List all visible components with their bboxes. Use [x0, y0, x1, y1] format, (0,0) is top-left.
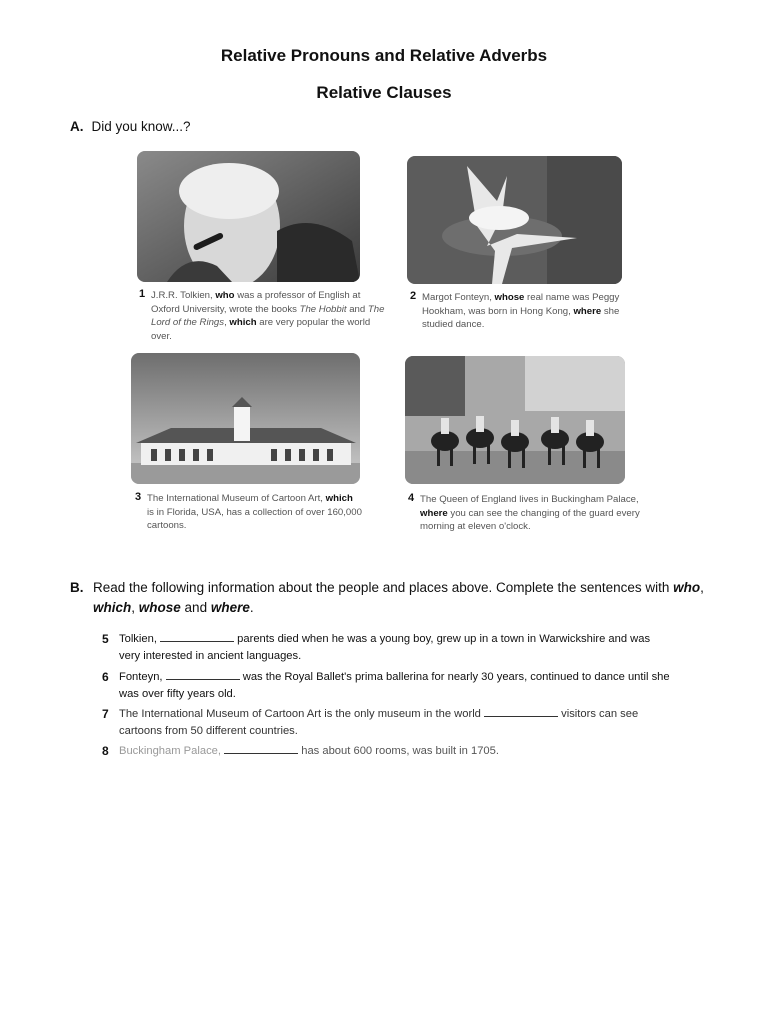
exercise-text-after: was the Royal Ballet's prima ballerina for nearly 30 years, continued to dance until she was over fifty years old.	[119, 671, 670, 700]
section-b-label: B.	[70, 580, 84, 595]
exercise-8	[104, 743, 674, 760]
section-b-instructions: Read the following information about the people and places above. Complete the sentences with who, which, whose and where.	[93, 580, 704, 615]
guards-photo	[405, 356, 625, 484]
answer-blank[interactable]	[160, 631, 234, 642]
caption-number: 2	[410, 290, 417, 302]
exercise-number: 6	[102, 670, 109, 684]
section-b	[70, 578, 730, 618]
museum-photo	[131, 353, 360, 484]
exercise-text-after: has about 600 rooms, was built in 1705.	[298, 745, 499, 757]
section-a-label: A.	[70, 119, 84, 134]
caption-text: J.R.R. Tolkien, who was a professor of English at Oxford University, wrote the books The Hobbit and The Lord of the Rings, which are very popular the world over.	[151, 290, 385, 342]
caption-text: Margot Fonteyn, whose real name was Peggy Hookham, was born in Hong Kong, where she studied dance.	[422, 292, 620, 331]
page-subtitle: Relative Clauses	[316, 83, 452, 102]
caption-4	[408, 492, 640, 534]
exercise-text-before: Tolkien,	[119, 633, 161, 645]
answer-blank[interactable]	[166, 669, 240, 680]
answer-blank[interactable]	[224, 743, 298, 754]
caption-text: The Queen of England lives in Buckingham Palace, where you can see the changing of the guard every morning at eleven o'clock.	[420, 494, 640, 533]
exercise-text-before: Buckingham Palace,	[119, 745, 225, 757]
page-title: Relative Pronouns and Relative Adverbs	[220, 46, 548, 65]
exercise-7	[104, 706, 674, 739]
caption-number: 1	[139, 288, 146, 300]
exercise-6	[104, 669, 674, 702]
exercise-text-before: Fonteyn,	[119, 671, 166, 683]
caption-number: 3	[135, 491, 142, 503]
exercise-number: 5	[102, 632, 109, 646]
tolkien-photo	[137, 151, 360, 282]
exercise-text-after: parents died when he was a young boy, grew up in a town in Warwickshire and was very interested in ancient languages.	[119, 633, 651, 662]
section-a	[70, 119, 191, 134]
exercise-number: 7	[102, 707, 109, 721]
exercise-5	[104, 631, 674, 664]
caption-1	[139, 288, 386, 343]
section-a-text: Did you know...?	[91, 119, 191, 134]
exercise-number: 8	[102, 744, 109, 758]
caption-text: The International Museum of Cartoon Art, which is in Florida, USA, has a collection of over 160,000 cartoons.	[147, 493, 362, 532]
answer-blank[interactable]	[484, 706, 558, 717]
caption-2	[410, 290, 632, 332]
caption-3	[135, 491, 362, 533]
fonteyn-photo	[407, 156, 622, 284]
exercise-text-before: The International Museum of Cartoon Art is the only museum in the world	[119, 708, 485, 720]
caption-number: 4	[408, 492, 415, 504]
exercise-text-after: visitors can see cartoons from 50 different countries.	[119, 708, 639, 737]
